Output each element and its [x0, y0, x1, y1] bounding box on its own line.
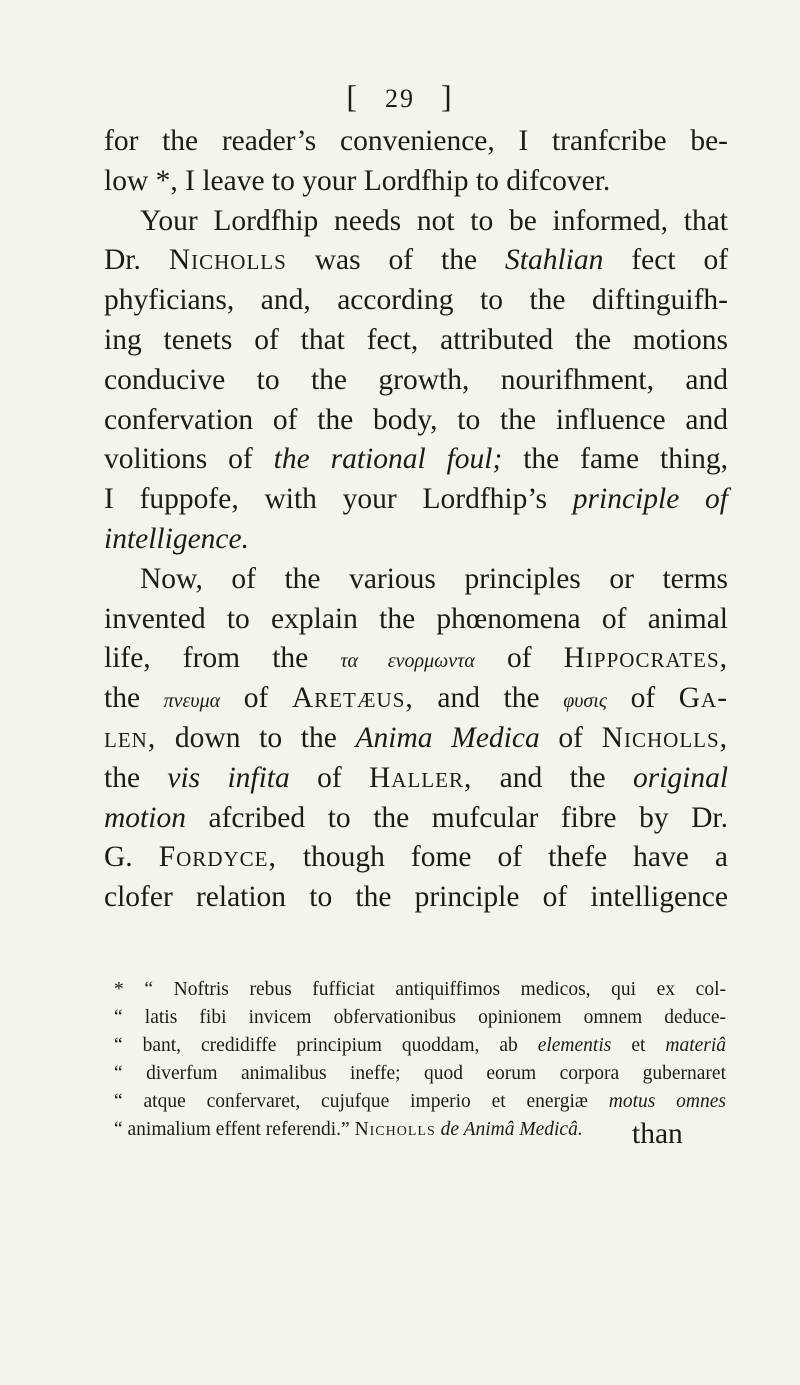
footnote-line: “ animalium effent referendi.” Nicholls de Animâ Medicâ. — [114, 1119, 583, 1140]
page-number — [0, 78, 800, 115]
text-line: life, from the τα ενορμωντα of Hippocrates, — [104, 642, 729, 675]
text-line: len, down to the Anima Medica of Nicholls, — [104, 721, 729, 754]
greek-term: φυσις — [563, 690, 607, 713]
author-name: Ga- — [678, 682, 729, 715]
text-line: the vis infita of Haller, and the original — [104, 761, 729, 794]
author-name: Nicholls, — [601, 721, 729, 754]
text-line: conducive to the growth, nourifhment, and — [104, 363, 728, 396]
text-line: ing tenets of that fect, attributed the motions — [104, 323, 728, 356]
author-name: Aretæus, — [291, 682, 414, 715]
footnote-line: “ atque confervaret, cujufque imperio et energiæ motus omnes — [114, 1091, 726, 1112]
text-line: I fuppofe, with your Lordfhip’s principle of — [104, 483, 729, 516]
greek-term: πνευμα — [163, 690, 221, 713]
text-line: phyficians, and, according to the diftinguifh- — [104, 284, 728, 317]
author-name: Hippocrates, — [563, 642, 729, 675]
text-line: invented to explain the phœnomena of animal — [104, 602, 728, 635]
folio-number: 29 — [385, 84, 415, 113]
text-line: low *, I leave to your Lordfhip to difcover. — [104, 164, 611, 197]
text-line: clofer relation to the principle of intelligence — [104, 881, 728, 914]
author-name: Nicholls — [354, 1119, 436, 1140]
bracket-close: ] — [441, 78, 454, 114]
footnote-line: “ bant, credidiffe principium quoddam, ab elementis et materiâ — [114, 1035, 727, 1056]
text-line: intelligence. — [104, 522, 249, 555]
bracket-open: [ — [346, 78, 359, 114]
text-line: motion afcribed to the mufcular fibre by Dr. — [104, 801, 728, 834]
footnote-line: * “ Noftris rebus fufficiat antiquiffimos medicos, qui ex col- — [114, 979, 726, 1000]
footnote-line: “ diverfum animalibus ineffe; quod eorum corpora gubernaret — [114, 1063, 726, 1084]
text-line: confervation of the body, to the influence and — [104, 403, 728, 436]
text-line: the πνευμα of Aretæus, and the φυσις of Ga- — [104, 682, 729, 715]
catchword: than — [632, 1118, 683, 1150]
text-line: volitions of the rational foul; the fame thing, — [104, 443, 729, 476]
author-name: Fordyce, — [158, 841, 277, 874]
text-line: G. Fordyce, though fome of thefe have a — [104, 841, 728, 874]
greek-term: τα ενορμωντα — [340, 650, 475, 673]
text-line: Your Lordfhip needs not to be informed, that — [140, 204, 728, 237]
author-name: Haller, — [369, 761, 473, 794]
footnote-line: “ latis fibi invicem obfervationibus opinionem omnem deduce- — [114, 1007, 726, 1028]
main-text — [104, 122, 728, 918]
text-line: for the reader’s convenience, I tranfcribe be- — [104, 125, 728, 157]
text-line: Now, of the various principles or terms — [140, 562, 728, 595]
text-line: Dr. Nicholls was of the Stahlian fect of — [104, 244, 729, 277]
author-name: Nicholls — [168, 244, 287, 277]
